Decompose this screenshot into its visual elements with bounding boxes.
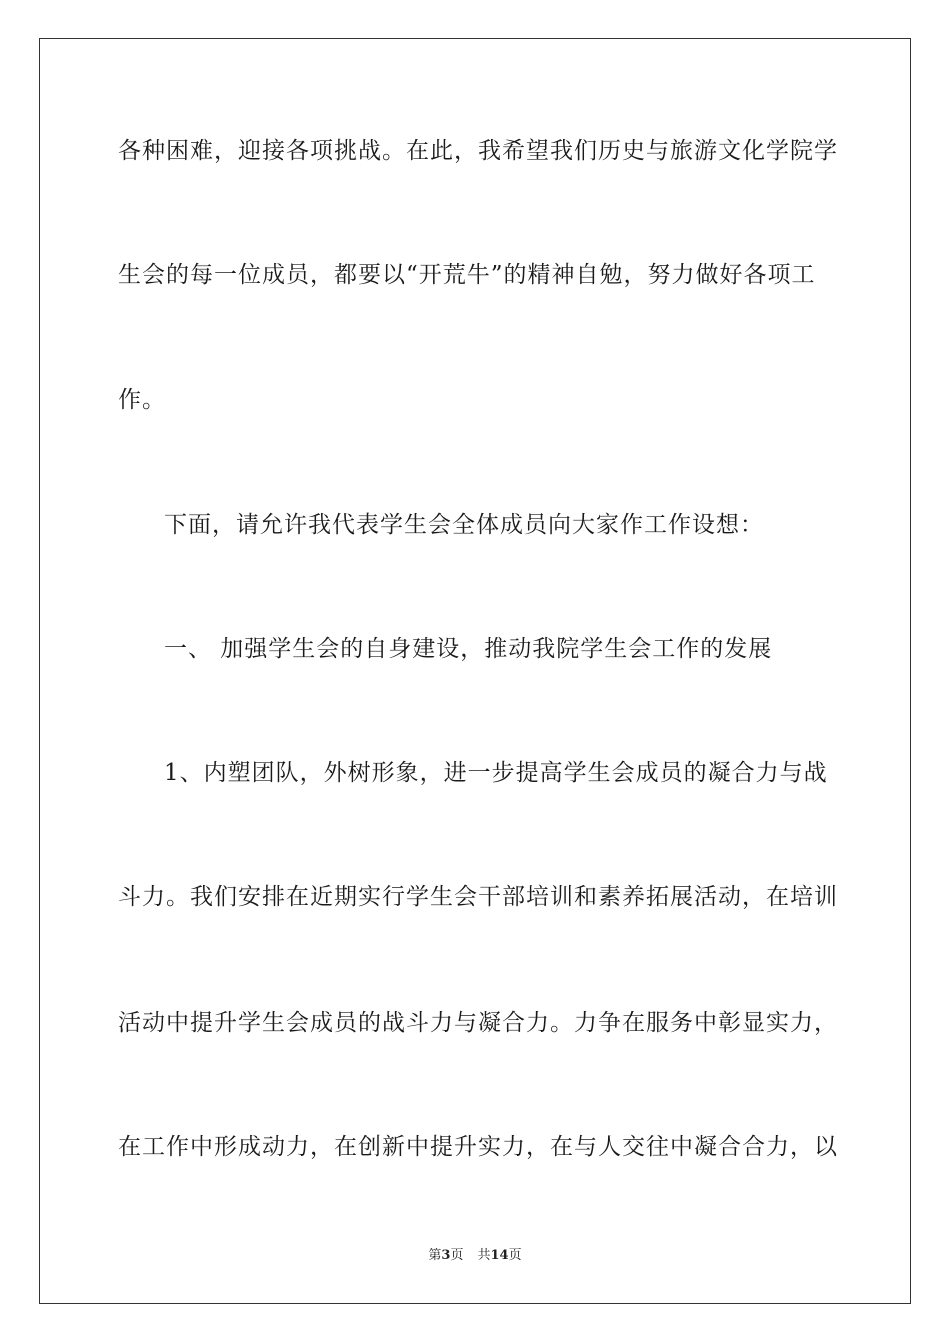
paragraph-text-line: 1、内塑团队，外树形象，进一步提高学生会成员的凝合力与战 bbox=[164, 760, 828, 786]
page-prefix: 第 bbox=[428, 1248, 442, 1263]
body-text-line: 作。 bbox=[118, 387, 166, 413]
section-heading: 一、 加强学生会的自身建设，推动我院学生会工作的发展 bbox=[164, 636, 773, 662]
paragraph-text-line: 下面，请允许我代表学生会全体成员向大家作工作设想： bbox=[164, 512, 764, 538]
total-prefix: 共 bbox=[477, 1248, 491, 1263]
page-footer bbox=[0, 1247, 950, 1265]
body-text-line: 活动中提升学生会成员的战斗力与凝合力。力争在服务中彰显实力， bbox=[118, 1010, 838, 1036]
page-suffix: 页 bbox=[450, 1248, 464, 1263]
page-border bbox=[39, 38, 911, 1304]
body-text-line: 斗力。我们安排在近期实行学生会干部培训和素养拓展活动，在培训 bbox=[118, 884, 838, 910]
total-suffix: 页 bbox=[508, 1248, 522, 1263]
body-text-line: 各种困难，迎接各项挑战。在此，我希望我们历史与旅游文化学院学 bbox=[118, 138, 838, 164]
body-text-line: 在工作中形成动力，在创新中提升实力，在与人交往中凝合合力，以 bbox=[118, 1134, 838, 1160]
total-pages-number: 14 bbox=[490, 1248, 509, 1263]
body-text-line: 生会的每一位成员，都要以“开荒牛”的精神自勉，努力做好各项工 bbox=[118, 262, 816, 288]
current-page-number: 3 bbox=[441, 1248, 451, 1263]
